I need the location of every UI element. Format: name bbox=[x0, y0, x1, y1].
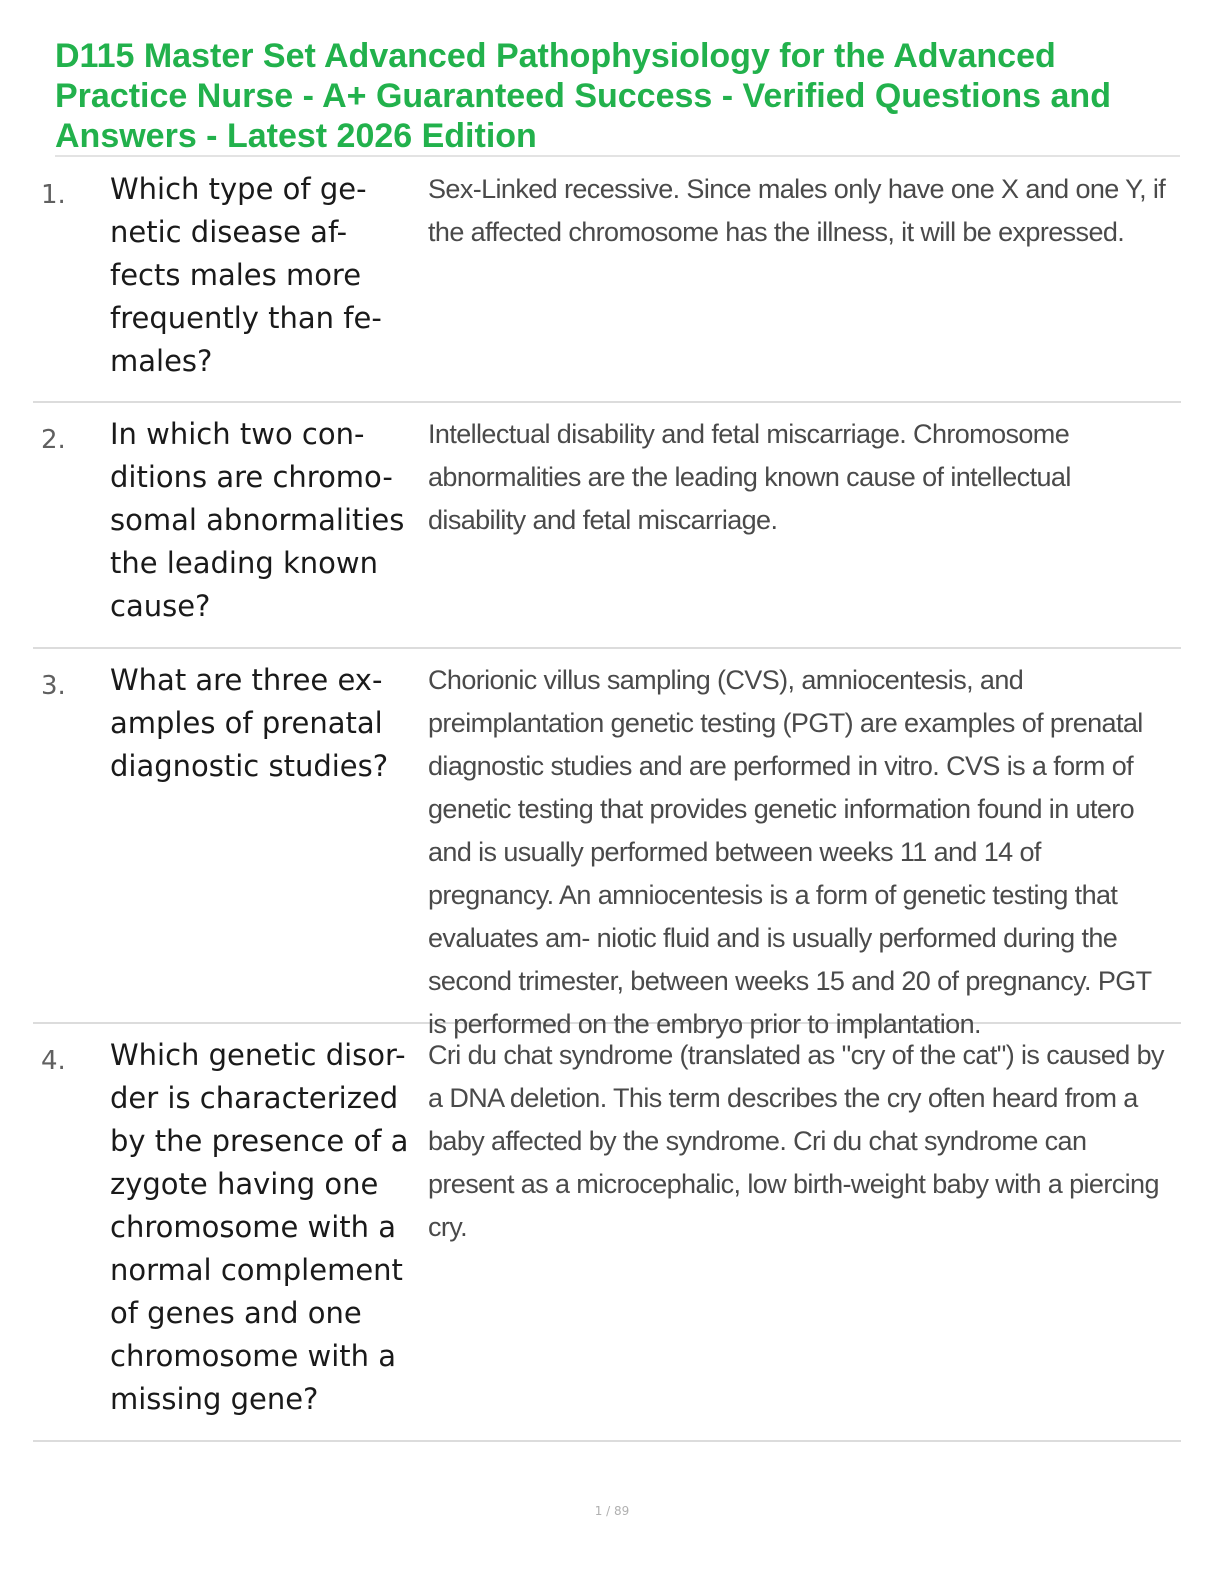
qa-list bbox=[33, 158, 1181, 1442]
document-title: D115 Master Set Advanced Pathophysiology for the Advanced Practice Nurse - A+ Guaranteed Success - Verified Questions and Answers - Latest 2026 Edition bbox=[55, 37, 1111, 155]
title-divider bbox=[55, 155, 1180, 157]
question-text: Which type of ge- netic disease af- fects males more frequently than fe- males? bbox=[110, 172, 382, 378]
answer-text: Chorionic villus sampling (CVS), amniocentesis, and preimplantation genetic testing (PGT) are examples of prenatal diagnostic studies and are performed in vitro. CVS is a form of genetic testing that provides genetic information found in utero and is usually performed between weeks 11 and 14 of pregnancy. An amniocentesis is a form of genetic testing that evaluates am- niotic fluid and is usually performed during the second trimester, between weeks 15 and 20 of pregnancy. PGT is performed on the embryo prior to implantation. bbox=[428, 665, 1152, 1039]
question-text: Which genetic disor- der is characterized by the presence of a zygote having one chromosome with a normal complement of genes and one chromosome with a missing gene? bbox=[110, 1038, 409, 1416]
answer-text: Sex-Linked recessive. Since males only have one X and one Y, if the affected chromosome has the illness, it will be expressed. bbox=[428, 174, 1166, 247]
page-indicator: 1 / 89 bbox=[594, 1504, 630, 1518]
qa-item bbox=[33, 649, 1181, 1039]
item-number: 1. bbox=[41, 180, 66, 210]
answer-text: Cri du chat syndrome (translated as "cry of the cat") is caused by a DNA deletion. This term describes the cry often heard from a baby affected by the syndrome. Cri du chat syndrome can present as a microcephalic, low birth-weight baby with a piercing cry. bbox=[428, 1040, 1164, 1242]
question-text: In which two con- ditions are chromo- somal abnormalities the leading known cause? bbox=[110, 417, 405, 623]
item-number: 3. bbox=[41, 671, 66, 701]
qa-item bbox=[33, 1024, 1181, 1442]
qa-item bbox=[33, 403, 1181, 649]
question-text: What are three ex- amples of prenatal diagnostic studies? bbox=[110, 663, 389, 783]
item-number: 4. bbox=[41, 1046, 66, 1076]
qa-item bbox=[33, 158, 1181, 403]
answer-text: Intellectual disability and fetal miscarriage. Chromosome abnormalities are the leading known cause of intellectual disability and fetal miscarriage. bbox=[428, 419, 1071, 535]
item-number: 2. bbox=[41, 425, 66, 455]
